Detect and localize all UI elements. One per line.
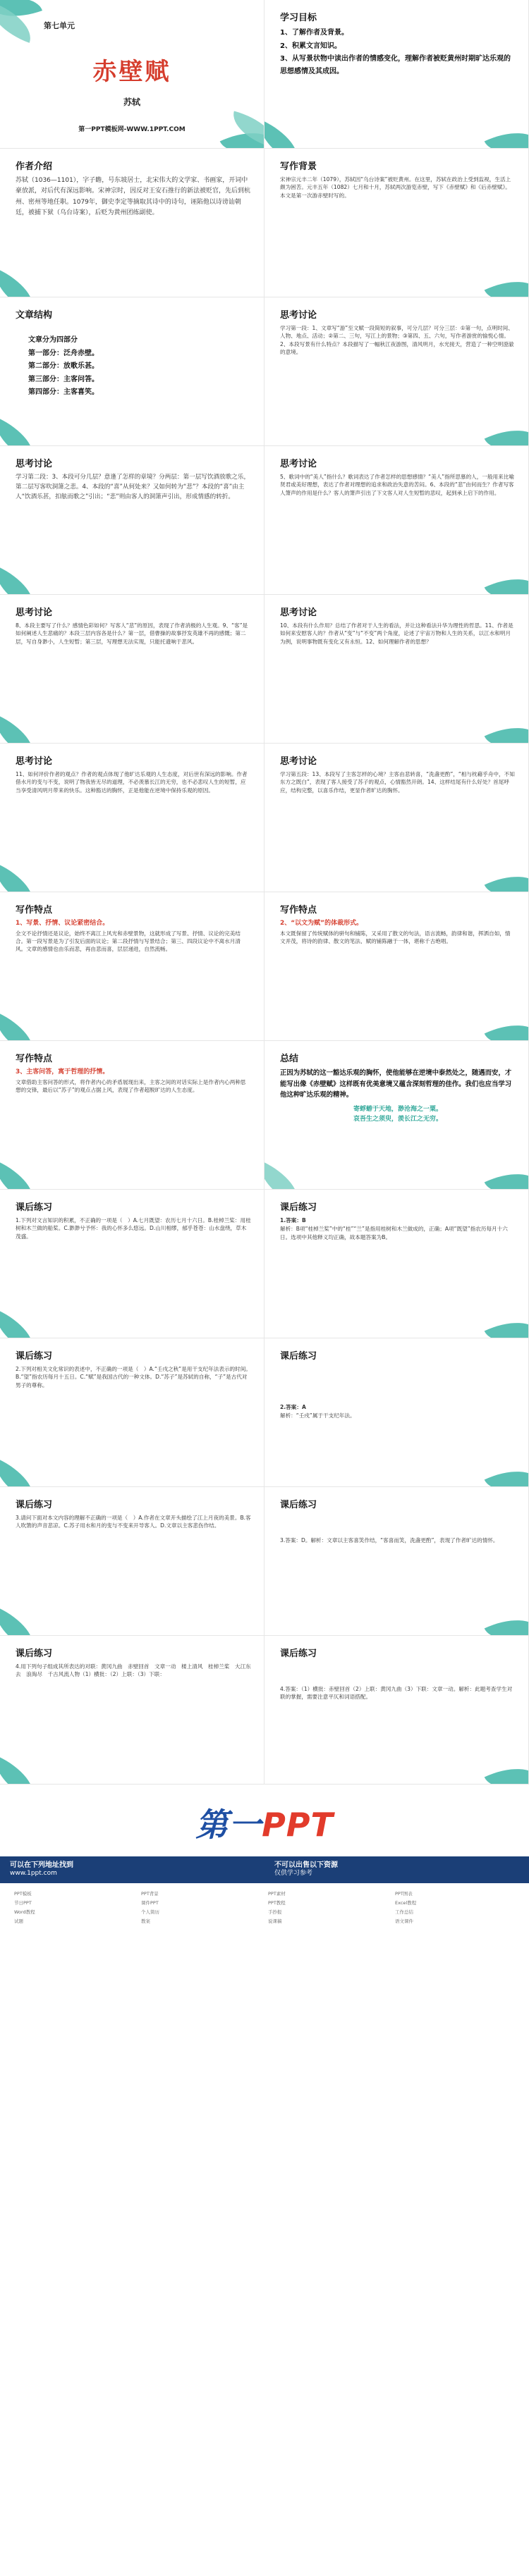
summary-quote: 哀吾生之须臾，羡长江之无穷。 [353, 1116, 442, 1123]
slide-row [0, 0, 529, 149]
footer-link[interactable]: PPT教程 [268, 1900, 286, 1906]
cover-author: 苏轼 [123, 97, 140, 107]
answer-label: 2.答案：A [280, 1404, 306, 1410]
leaf-decoration [485, 567, 529, 595]
cover-unit: 第七单元 [44, 21, 75, 30]
slide-title: 课后练习 [16, 1500, 53, 1510]
slide-body [16, 473, 251, 503]
footer-link[interactable]: 说课稿 [268, 1918, 282, 1924]
slide-text: 苏轼（1036—1101），字子瞻，号东坡居士，北宋伟大的文学家、书画家，开词中豪放派，对后代有深远影响。宋神宗时，因反对王安石推行的新法被贬官，先后到杭州、密州等地任职。1079年，御史李定等摘取其诗中的诗句，诬陷他以诗谤讪朝廷，被捕下狱（乌台诗案），后贬为黄州团练副使。 [16, 177, 251, 216]
slide-title: 写作特点 [16, 905, 53, 916]
slide-discuss-7 [264, 744, 529, 892]
leaf-decoration [264, 1161, 307, 1190]
slide-title: 学习目标 [280, 13, 317, 23]
goal-item: 3、从写景状物中读出作者的情感变化，理解作者被贬黄州时期旷达乐观的思想感情及其成因。 [280, 55, 511, 75]
footer-link[interactable]: 个人简历 [141, 1909, 159, 1915]
footer-link[interactable]: PPT素材 [268, 1891, 286, 1897]
summary-quote: 寄蜉蝣于天地，渺沧海之一粟。 [353, 1105, 442, 1113]
leaf-decoration [0, 1756, 42, 1785]
slide-discuss-3 [264, 446, 529, 595]
slide-answer-1 [264, 1190, 529, 1338]
slide-text: 8、本段主要写了什么？感情色彩如何？写客人“悲”的原因，表现了作者消极的人生观。9、“客”是如何阐述人生悲痛的？本段三层内容各是什么？第一层，借曹操的故事抒发英雄不再的感慨；第二层，写自身渺小，人生短暂；第三层，写理想无法实现，只能托遗响于悲风。 [16, 622, 248, 645]
slide-title: 课后练习 [280, 1500, 317, 1510]
slide-text: 正因为苏轼的这一豁达乐观的胸怀，使他能够在逆境中泰然处之，随遇而安，才能写出像《赤壁赋》这样既有优美意境又蕴含深刻哲理的佳作。我们也应当学习他这种旷达乐观的精神。 [280, 1069, 512, 1099]
slide-body [16, 1216, 251, 1241]
footer-link[interactable]: 语文课件 [395, 1918, 413, 1924]
slide-text: 宋神宗元丰二年（1079），苏轼因“乌台诗案”被贬黄州。在这里，苏轼在政治上受到监视，生活上颇为困苦。元丰五年（1082）七月和十月，苏轼两次游览赤壁，写下《赤壁赋》和《后赤壁赋》。本文是第一次游赤壁时写的。 [280, 176, 511, 199]
slide-cover [0, 0, 264, 149]
slide-discuss-5 [264, 595, 529, 744]
leaf-decoration [485, 1459, 529, 1487]
slide-title: 课后练习 [16, 1202, 53, 1213]
leaf-decoration [485, 121, 529, 149]
goal-item: 2、积累文言知识。 [280, 42, 341, 50]
slide-body [16, 770, 251, 795]
slide-body [16, 1663, 251, 1680]
structure-line: 第二部分：放歌乐甚。 [28, 362, 99, 370]
leaf-decoration [0, 418, 42, 446]
structure-line: 第四部分：主客喜笑。 [28, 388, 99, 396]
slide-title: 思考讨论 [280, 756, 317, 767]
brand-wordmark [195, 1799, 334, 1846]
leaf-decoration [0, 1459, 42, 1487]
footer-band [0, 1856, 529, 1883]
slide-exercise-1 [0, 1190, 264, 1338]
slide-title: 写作背景 [280, 161, 317, 172]
brand-part: 第一 [195, 1806, 262, 1844]
slide-text: 全文不论抒情还是议论，始终不离江上风光和赤壁景物，这就形成了写景、抒情、议论的完美结合。第一段写景是为了引发后面的议论；第二段抒情与写景结合；第三、四段议论中不离水月清风。文章的感情也由乐而悲，再由悲而喜，层层递进，自然流畅。 [16, 930, 241, 953]
slide-body [16, 622, 251, 646]
slide-discuss-6 [0, 744, 264, 892]
slide-row [0, 297, 529, 446]
slide-row [0, 892, 529, 1041]
slide-feature-1 [0, 892, 264, 1041]
slide-answer-4 [264, 1636, 529, 1785]
slide-title: 作者介绍 [16, 161, 53, 172]
feature-heading: 1、写景、抒情、议论紧密结合。 [16, 920, 109, 927]
slide-exercise-3 [0, 1487, 264, 1636]
feature-heading: 2、“以文为赋”的体裁形式。 [280, 920, 363, 927]
leaf-decoration [0, 1013, 42, 1041]
leaf-decoration [485, 1013, 529, 1041]
slide-row [0, 744, 529, 892]
slide-text: 1.下列对文言知识的积累，不正确的一项是（ ）A.七月既望：农历七月十六日。B.桂棹兰桨：用桂树和木兰做的船桨。C.渺渺兮予怀：我的心怀多么悠远。D.山川相缪，郁乎苍苍：山水盘绕，草木茂盛。 [16, 1217, 251, 1240]
slide-title: 写作特点 [16, 1054, 53, 1064]
slide-text: 10、本段有什么作用？总结了作者对于人生的看法，并让这种看法升华为理性的哲思。11、作者是如何来安慰客人的？作者从“变”与“不变”两个角度，论述了宇宙万物和人生的关系，以江水和明月为例，说明事物既有变化又有永恒。12、如何理解作者的思想？ [280, 622, 513, 645]
leaf-decoration [0, 864, 42, 892]
feature-heading: 3、主客问答，寓于哲理的抒情。 [16, 1068, 109, 1076]
slide-title: 总结 [280, 1054, 299, 1064]
goal-item: 1、了解作者及背景。 [280, 29, 348, 37]
slide-text: 3.答案：D。解析：文章以主客喜笑作结，“客喜而笑，洗盏更酌”，表现了作者旷达的情怀。 [280, 1537, 499, 1543]
slide-body [280, 473, 516, 498]
slide-title: 课后练习 [280, 1648, 317, 1659]
leaf-decoration [485, 1608, 529, 1636]
slide-body [280, 27, 516, 78]
footer-link[interactable]: 教案 [141, 1918, 150, 1924]
footer-link[interactable]: PPT模板 [14, 1891, 32, 1897]
band-head: 可以在下列地址找到 [10, 1861, 73, 1869]
slide-row [0, 1636, 529, 1785]
slide-body [280, 1068, 516, 1126]
slide-row [0, 149, 529, 297]
slide-title: 思考讨论 [16, 756, 53, 767]
footer-link[interactable]: 试题 [14, 1918, 23, 1924]
slide-text: 学习第二段：3、本段可分几层？意逢了怎样的章境？分两层：第一层写饮酒放歌之乐，第二层写客吹洞箫之悲。4、本段的“喜”从何处来？又如何转为“悲”？本段的“喜”由主人“饮酒乐甚，扣舷而歌之”引出；“悲”则由客人的洞箫声引出，形成情感的转折。 [16, 474, 250, 500]
slide-author-intro [0, 149, 264, 297]
footer-link[interactable]: 节日PPT [14, 1900, 32, 1906]
footer-links [14, 1890, 515, 1924]
leaf-decoration [0, 567, 42, 595]
leaf-decoration [0, 269, 42, 297]
slide-body [16, 175, 251, 219]
footer-link[interactable]: Excel教程 [395, 1900, 417, 1906]
slide-title: 思考讨论 [280, 608, 317, 618]
slide-feature-3 [0, 1041, 264, 1190]
slide-row [0, 1487, 529, 1636]
slide-body [280, 324, 516, 357]
slide-row [0, 446, 529, 595]
slide-discuss-1 [264, 297, 529, 446]
brand-part: PPT [262, 1806, 334, 1844]
slide-title: 思考讨论 [16, 608, 53, 618]
footer-band-cell [264, 1856, 529, 1883]
slide-title: 课后练习 [280, 1202, 317, 1213]
footer-link[interactable]: 课件PPT [141, 1900, 159, 1906]
slide-text: 3.请问下面对本文内容的理解不正确的一项是（ ）A.作者在文章开头描绘了江上月夜的美景。B.客人吹箫的声音悲凉。C.苏子用水和月的变与不变来开导客人。D.文章以主客悲伤作结。 [16, 1515, 251, 1529]
answer-label: 1.答案：B [280, 1217, 306, 1224]
leaf-decoration [0, 715, 42, 744]
slide-body [280, 1216, 516, 1242]
footer-link[interactable]: Word教程 [14, 1909, 35, 1915]
slide-row [0, 1338, 529, 1487]
structure-line: 第三部分：主客问答。 [28, 375, 99, 383]
slide-title: 思考讨论 [16, 459, 53, 469]
slide-feature-2 [264, 892, 529, 1041]
slide-row [0, 1041, 529, 1190]
slide-body [280, 770, 516, 795]
leaf-decoration [485, 269, 529, 297]
leaf-decoration [485, 1310, 529, 1338]
slide-text: 5、歌词中的“美人”指什么？歌词表达了作者怎样的思想感情？“美人”指所思慕的人，一般用来比喻贤君或美好理想，表达了作者对理想的追求和政治失意的苦闷。6、本段的“悲”由何而生？作者写客人箫声的作用是什么？客人的箫声引出了下文客人对人生短暂的悲叹，起到承上启下的作用。 [280, 474, 514, 496]
slide-body [280, 919, 516, 946]
leaf-decoration [264, 121, 307, 149]
slide-body [280, 622, 516, 646]
slide-discuss-2 [0, 446, 264, 595]
band-sub: 仅供学习参考 [274, 1870, 313, 1877]
slide-text: 学习第五段：13、本段写了主客怎样的心境？主客由悲转喜，“洗盏更酌”，“相与枕藉乎舟中，不知东方之既白”，表现了客人接受了苏子的观点，心情豁然开朗。14、这样结尾有什么好处？首尾呼应，结构完整，以喜乐作结，更显作者旷达的胸怀。 [280, 771, 515, 794]
slide-title: 课后练习 [16, 1648, 53, 1659]
slide-body [280, 1536, 516, 1545]
leaf-decoration [0, 1310, 42, 1338]
footer-band-cell [0, 1856, 264, 1883]
cover-title: 赤壁赋 [92, 58, 171, 86]
slide-text: 本文既保留了传统赋体的骈句和铺陈，又采用了散文的句法，语言流畅，韵律和谐，挥洒自如，情文并茂，将诗的韵律、散文的笔法、赋的铺陈融于一体，堪称千古绝唱。 [280, 930, 511, 944]
brand-logo [0, 1801, 529, 1844]
leaf-decoration [0, 1161, 42, 1190]
slide-background [264, 149, 529, 297]
slide-row [0, 595, 529, 744]
slide-body [28, 334, 251, 400]
band-head: 不可以出售以下资源 [274, 1861, 338, 1869]
site-footer [0, 1785, 529, 1984]
slide-body [16, 1068, 251, 1095]
leaf-decoration [485, 864, 529, 892]
slide-title: 写作特点 [280, 905, 317, 916]
slide-title: 课后练习 [280, 1351, 317, 1362]
slide-body [280, 1403, 516, 1421]
slide-exercise-4 [0, 1636, 264, 1785]
slide-text: 2.下列对相关文化常识的表述中，不正确的一项是（ ）A.“壬戌之秋”是用干支纪年法表示的时间。B.“望”指农历每月十五日。C.“赋”是我国古代的一种文体。D.“苏子”是苏轼的自称，“子”是古代对男子的尊称。 [16, 1366, 251, 1388]
slide-discuss-4 [0, 595, 264, 744]
slide-title: 课后练习 [16, 1351, 53, 1362]
slide-text: 4.用下列句子组成其所表达的对联：黄冈九曲 赤壁回首 文章一动 楼上清风 桂棹兰桨 大江东去 浪淘尽 千古风流人物（1）横批：（2）上联：（3）下联： [16, 1663, 251, 1678]
slide-row [0, 1190, 529, 1338]
leaf-decoration [485, 418, 529, 446]
slide-text: 文章借助主客问答的形式，将作者内心的矛盾展现出来，主客之间的对话实际上是作者内心两种思想的交锋，最后以“苏子”的观点占据上风，表现了作者超脱旷达的人生态度。 [16, 1078, 246, 1093]
slide-text: 11、如何评价作者的观点？作者的观点体现了他旷达乐观的人生态度，对后世有深远的影响。作者借水月的变与不变，说明了物我皆无尽的道理，不必羡慕长江的无穷，也不必悲叹人生的短暂，应当享受清风明月带来的快乐。这种豁达的胸怀，正是他能在逆境中保持乐观的原因。 [16, 771, 248, 794]
footer-link[interactable]: PPT背景 [141, 1891, 159, 1897]
leaf-decoration [485, 1161, 529, 1190]
structure-line: 第一部分：泛舟赤壁。 [28, 349, 99, 357]
leaf-decoration [0, 1608, 42, 1636]
slide-title: 思考讨论 [280, 459, 317, 469]
slide-summary [264, 1041, 529, 1190]
slide-text: 解析：B项“桂棹兰桨”中的“桂”“兰”是指用桂树和木兰做成的，正确；A项“既望”指农历每月十六日。选项中其他释义均正确，故本题答案为B。 [280, 1226, 508, 1240]
slide-text: 学习第一段：1、文章写“游”至文赋一段简短的叙事，可分几层？可分三层：①第一句，点明时间、人物、地点、活动；②第二、三句，写江上的景物；③第四、五、六句，写作者游赏的愉悦心情。2、本段写景有什么特点？本段描写了一幅秋江夜游图，清风明月，水光接天，营造了一种空明澄澈的意境。 [280, 325, 514, 356]
slide-exercise-2 [0, 1338, 264, 1487]
slide-text: 4.答案：（1）横批：赤壁回首（2）上联：黄冈九曲（3）下联：文章一动。解析：此题考查学生对联的掌握，需要注意平仄和词语搭配。 [280, 1686, 513, 1701]
slide-body [16, 1365, 251, 1390]
slide-structure [0, 297, 264, 446]
slide-title: 思考讨论 [280, 310, 317, 321]
slide-body [16, 919, 251, 954]
leaf-decoration [485, 715, 529, 744]
slide-answer-2 [264, 1338, 529, 1487]
cover-site: 第一PPT模板网-WWW.1PPT.COM [78, 126, 186, 133]
slide-text: 解析：“壬戌”属于干支纪年法。 [280, 1412, 355, 1419]
slide-body [16, 1514, 251, 1531]
slide-body [280, 1685, 516, 1702]
footer-link[interactable]: 工作总结 [395, 1909, 413, 1915]
structure-line: 文章分为四部分 [28, 336, 78, 344]
slide-goals [264, 0, 529, 149]
slide-body [280, 175, 516, 200]
footer-link[interactable]: PPT图表 [395, 1891, 413, 1897]
footer-link[interactable]: 手抄报 [268, 1909, 282, 1915]
slide-answer-3 [264, 1487, 529, 1636]
slide-title: 文章结构 [16, 310, 53, 321]
band-sub: www.1ppt.com [10, 1870, 57, 1877]
leaf-decoration [485, 1756, 529, 1785]
